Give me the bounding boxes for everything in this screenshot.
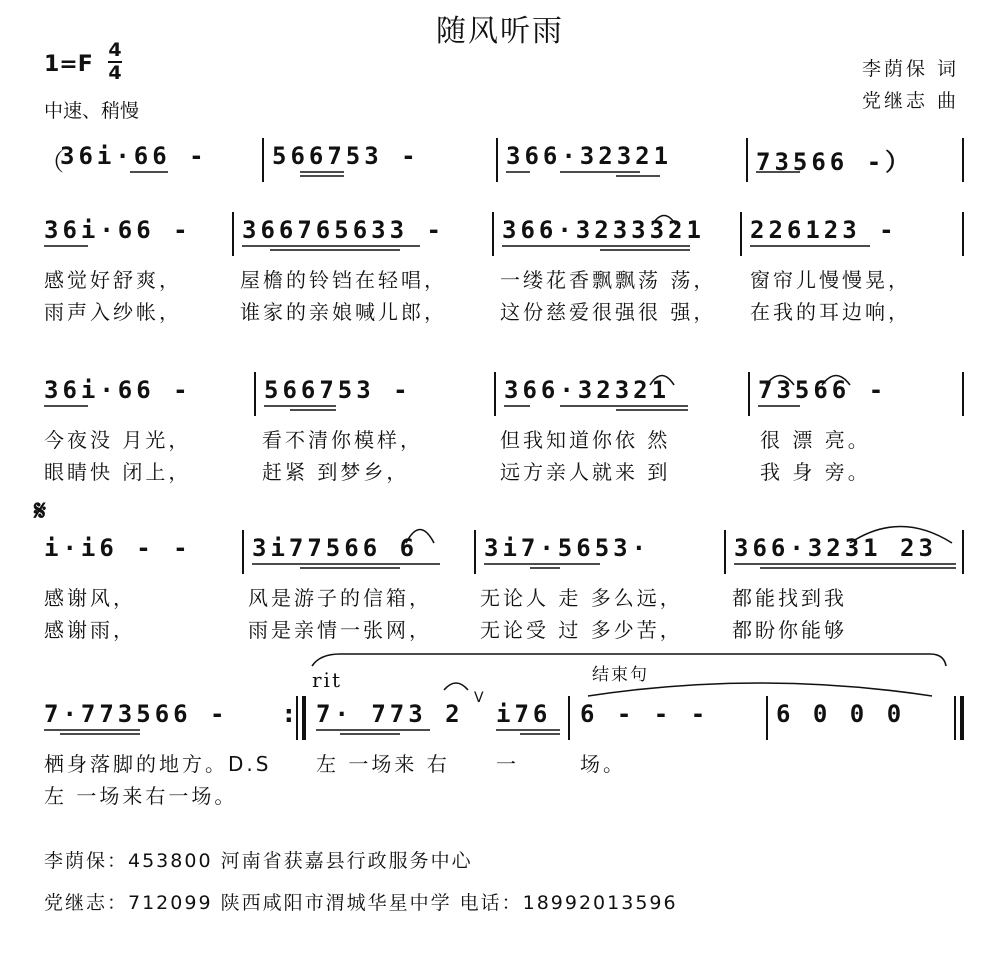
measure: 566753 - (264, 376, 412, 404)
lyric: 这份慈爱很强很 强， (500, 300, 717, 324)
tempo-marking: 中速、稍慢 (44, 100, 140, 122)
measure: 366·3233321 (502, 216, 705, 244)
measure: i·i6 - - (44, 534, 192, 562)
measure: 366765633 - (242, 216, 445, 244)
measure: 366·32321 (506, 142, 673, 170)
time-signature-top: 4 (108, 39, 122, 61)
intro-open-paren: （ (40, 148, 64, 176)
measure: 36i·66 - (44, 216, 192, 244)
measure: 73566 -） (756, 148, 914, 176)
lyric: 远方亲人就来 到 (500, 460, 671, 484)
lyric: 但我知道你依 然 (500, 428, 671, 452)
lyric: 赶紧 到梦乡， (262, 460, 410, 484)
lyric: 看不清你模样， (262, 428, 423, 452)
composer-address: 党继志：712099 陕西咸阳市渭城华星中学 电话：18992013596 (44, 892, 678, 914)
lyric: 都能找到我 (732, 586, 847, 610)
measure: 6 0 0 0 (776, 700, 906, 728)
slur (766, 376, 794, 386)
composer-credit: 党继志 曲 (862, 90, 960, 112)
slur (850, 527, 952, 544)
lyric: 都盼你能够 (732, 618, 847, 642)
lyric: 栖身落脚的地方。D.S (44, 752, 272, 776)
lyric: 今夜没 月光， (44, 428, 192, 452)
slur (822, 376, 850, 386)
lyric: 雨声入纱帐， (44, 300, 182, 324)
measure: 226123 - (750, 216, 898, 244)
ending-slur (588, 683, 932, 696)
lyric: 我 身 旁。 (760, 460, 871, 484)
song-title: 随风听雨 (436, 14, 564, 49)
slur (652, 216, 676, 226)
lyric: 谁家的亲娘喊儿郎， (240, 300, 447, 324)
time-signature-bottom: 4 (108, 62, 122, 84)
lyric: 一缕花香飘飘荡 荡， (500, 268, 717, 292)
lyric: 风是游子的信箱， (248, 586, 432, 610)
lyric: 左 一场来 右 (316, 752, 450, 776)
breath-mark: V (474, 690, 484, 706)
lyric: 屋檐的铃铛在轻唱， (240, 268, 447, 292)
ritardando-marking: rit (312, 668, 342, 692)
lyric: 眼睛快 闭上， (44, 460, 192, 484)
measure: 3i77566 6 (252, 534, 419, 562)
phrase-slur (312, 654, 946, 666)
lyric: 雨是亲情一张网， (248, 618, 432, 642)
lyric: 在我的耳边响， (750, 300, 911, 324)
lyricist-credit: 李荫保 词 (862, 58, 960, 80)
slur (650, 376, 674, 386)
lyric: 左 一场来右一场。 (44, 784, 238, 808)
lyric: 一 (496, 752, 519, 776)
segno-sign: 𝄋 (34, 494, 47, 527)
lyric: 窗帘儿慢慢晃， (750, 268, 911, 292)
lyric: 感谢风， (44, 586, 136, 610)
measure: 36i·66 - (44, 376, 192, 404)
measure: 36i·66 - (60, 142, 208, 170)
key-signature: 1=F (44, 52, 93, 77)
measure: 73566 - (758, 376, 888, 404)
measure: 3i7·5653· (484, 534, 651, 562)
lyric: 感觉好舒爽， (44, 268, 182, 292)
measure: 366·3231 23 (734, 534, 937, 562)
lyric: 场。 (580, 752, 626, 776)
lyric: 很 漂 亮。 (760, 428, 871, 452)
measure: 566753 - (272, 142, 420, 170)
measure: 7· 773 2 (316, 700, 464, 728)
lyric: 无论受 过 多少苦， (480, 618, 683, 642)
measure: 366·32321 (504, 376, 671, 404)
measure: i76 (496, 700, 552, 728)
lyric: 感谢雨， (44, 618, 136, 642)
slur (406, 530, 434, 544)
fermata (444, 683, 468, 690)
lyric: 无论人 走 多么远， (480, 586, 683, 610)
lyricist-address: 李荫保：453800 河南省获嘉县行政服务中心 (44, 850, 473, 872)
measure: 7·773566 - (44, 700, 229, 728)
repeat-dots: : (284, 700, 294, 728)
measure: 6 - - - (580, 700, 710, 728)
ending-label: 结束句 (592, 665, 649, 685)
